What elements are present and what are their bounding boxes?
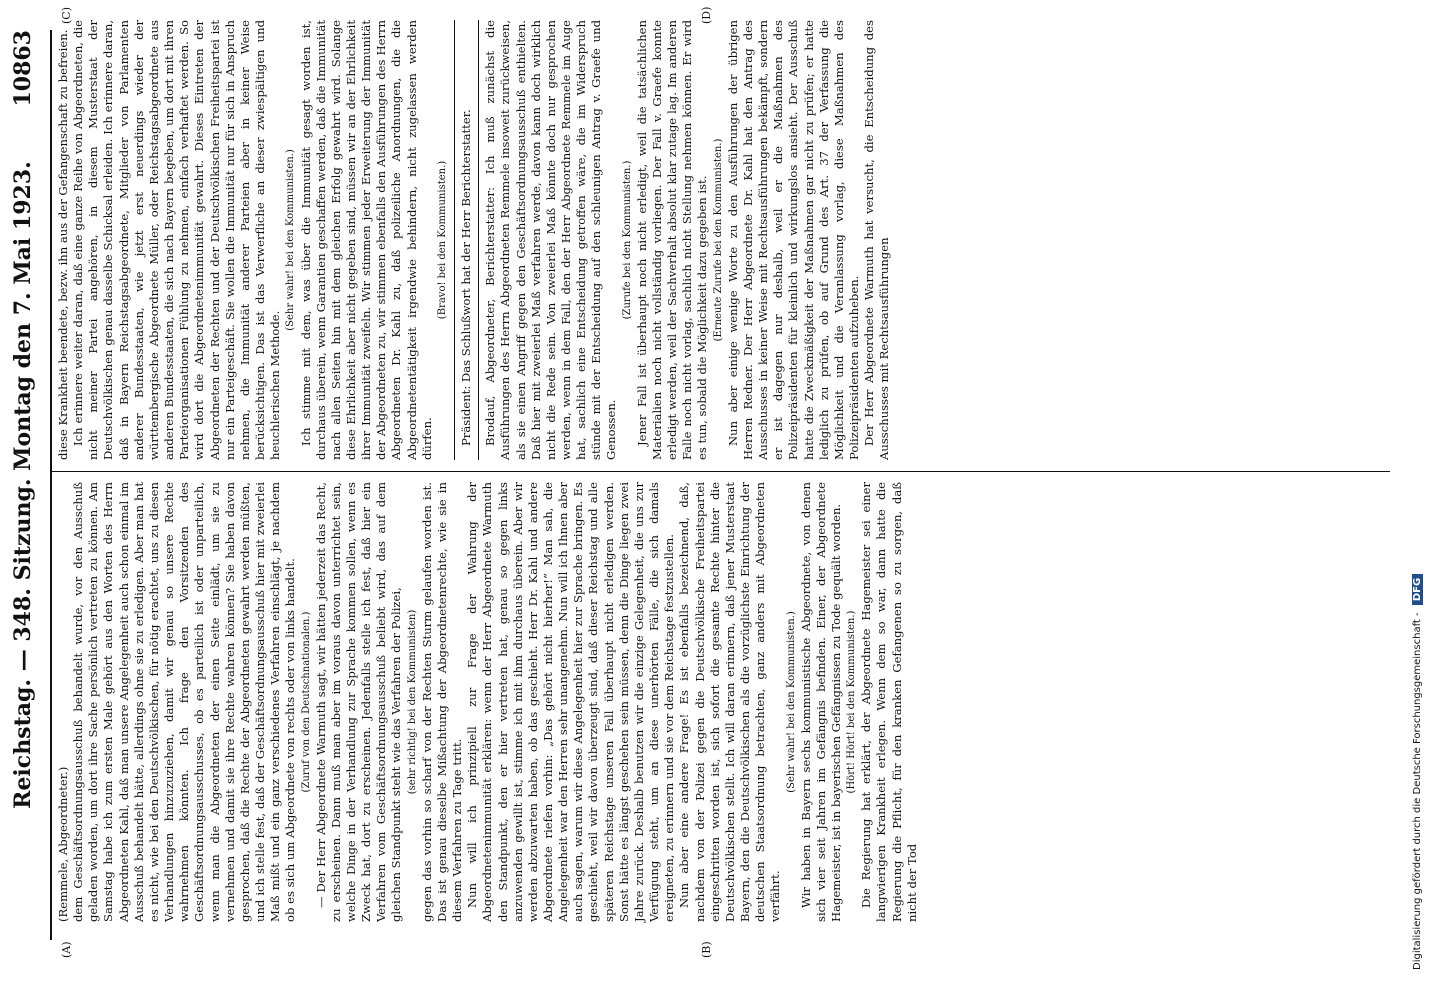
paragraph: Ich stimme mit dem, was über die Immunität gesagt worden ist, durchaus überein, wenn Garantien geschaffen werden, daß die Immunität nach allen Seiten hin mit dem gleichen Erfolg gewahrt wird. Solange diese Ehrlichkeit aber nicht gegeben sind, müssen wir an der Ehrlichkeit ihrer Immunität zweifeln. Wir stimmen jeder Erweiterung der Immunität der Abgeordneten zu, wir stimmen ebenfalls den Ausführungen des Herrn Abgeordneten Dr. Kahl zu, daß polizeiliche Anordnungen, die die Abgeordnetentätigkeit irgendwie behindern, nicht zugelassen werden dürfen. [298,20,434,460]
interjection: (Zurufe bei den Kommunisten.) [621,160,633,320]
paragraph: Nun aber einige wenige Worte zu den Ausführungen der übrigen Herren Redner. Der Herr Abgeordnete Dr. Kahl hat den Antrag des Ausschusses in keiner Weise mit Rechtsausführungen bekämpft, sondern er ist dagegen nur deshalb, weil er die Maßnahmen des Polizeipräsidenten für kleinlich und wirkungslos ansieht. Der Ausschuß hatte die Zweckmäßigkeit der Maßnahmen gar nicht zu prüfen; er hatte lediglich zu prüfen, ob auf Grund des Art. 37 der Verfassung die Möglichkeit und die Veranlassung vorlag, diese Maßnahmen des Polizeipräsidenten aufzuheben. [725,20,861,460]
paragraph: (Remmele, Abgeordneter.) [56,766,70,922]
margin-marker-c: (C) [60,7,73,24]
paragraph: dem Geschäftsordnungsausschuß behandelt wurde, vor den Ausschuß geladen worden, um dort ihre Sache persönlich vertreten zu können. Am Samstag habe ich zum ersten Male gehört aus den Worten des Herrn Abgeordneten Kahl, daß man unsere Angelegenheit auch schon einmal im Ausschuß behandelt hätte, allerdings ohne sie zu erledigen. Aber man hat es nicht, wie bei den Deutschvölkischen, für nötig erachtet, uns zu diesen Verhandlungen hinzuzuziehen, damit wir genau so unsere Rechte wahrnehmen könnten. Ich frage den Vorsitzenden des Geschäftsordnungsausschusses, ob es parteilich ist oder unparteilich, wenn man die Abgeordneten der einen Seite einlädt, um sie zu vernehmen und damit sie ihre Rechte wahren können? Sie haben davon gesprochen, daß die Rechte der Abgeordneten gewahrt werden müßten, und ich stelle fest, daß der Geschäftsordnungsausschuß hier mit zweierlei Maß mißt und ein ganz verschiedenes Verfahren einschlägt, je nachdem ob es sich um Abgeordnete von rechts oder von links handelt. [71,482,298,922]
digitization-text: Digitalisierung gefördert durch die Deutsche Forschungsgemeinschaft - [1412,612,1423,970]
paragraph: — Der Herr Abgeordnete Warmuth sagt, wir hätten jederzeit das Recht, zu erscheinen. Dann muß man aber im voraus davon unterrichtet sein, welche Dinge in der Verhandlung zur Sprache kommen sollen, wenn es Zweck hat, dort zu erscheinen. Jedenfalls stelle ich fest, daß hier ein Verfahren vom Geschäftsordnungsausschuß beliebt wird, das auf dem gleichen Standpunkt steht wie das Verfahren der Polizei, [313,482,404,922]
header-title: Reichstag. — 348. Sitzung. Montag den 7. Mai 1923. [10,161,36,809]
page-header [2,30,46,940]
paragraph: diese Krankheit beendete, bezw. ihn aus der Gefangenschaft zu befreien. [56,29,70,460]
paragraph: gegen das vorhin so scharf von der Rechten Sturm gelaufen worden ist. Das ist genau dieselbe Mißachtung der Abgeordnetenrechte, wie sie in diesem Verfahren zu Tage tritt. [419,482,465,922]
paragraph: Der Herr Abgeordnete Warmuth hat versucht, die Entscheidung des Ausschusses mit Rechtsausführungen [862,20,892,460]
section-rule [478,20,479,460]
digitization-strip [1406,0,1434,1000]
paragraph: Brodauf, Abgeordneter, Berichterstatter: Ich muß zunächst die Ausführungen des Herrn Abgeordneten Remmele insoweit zurückweisen, als sie einen Angriff gegen den Geschäftsordnungsausschuß enthielten. Daß hier mit zweierlei Maß verfahren werde, davon kann doch wirklich nicht die Rede sein. Von zweierlei Maß könnte doch nur gesprochen werden, wenn in dem Fall, den der Herr Abgeordnete Remmele im Auge hat, sachlich eine Entscheidung getroffen wäre, die im Widerspruch stünde mit der Entscheidung auf den schleunigen Antrag v. Graefe und Genossen. [483,20,619,460]
paragraph: Die Regierung hat erklärt, der Abgeordnete Hagemeister sei einer langwierigen Krankheit erlegen. Wenn dem so war, dann hatte die Regierung die Pflicht, für den kranken Gefangenen so zu sorgen, daß nicht der Tod [859,482,919,922]
interjection: (Erneute Zurufe bei den Kommunisten.) [712,138,724,342]
dfg-logo: DFG [1412,574,1423,605]
interjection: (sehr richtig! bei den Kommunisten) [406,609,418,795]
column-divider [52,471,1390,472]
digitization-note [1412,10,1423,970]
paragraph: Wir haben in Bayern sechs kommunistische Abgeordnete, von denen sich vier seit Jahren im Gefängnis befinden. Einer, der Abgeordnete Hagemeister, ist in bayerischen Gefängnissen zu Tode gequält worden. [798,482,843,922]
interjection: (Hört! Hört! bei den Kommunisten.) [846,610,858,794]
margin-marker-d: (D) [700,6,713,24]
margin-marker-b: (B) [700,941,713,958]
page-number: 10863 [10,30,36,107]
interjection: (Zuruf von den Deutschnationalen.) [300,611,312,793]
left-column [56,482,920,922]
interjection: (Sehr wahr! bei den Kommunisten.) [785,611,797,793]
paragraph: Nun will ich prinzipiell zur Frage der Wahrung der Abgeordnetenimmunität erklären: wenn der Herr Abgeordnete Warmuth den Standpunkt, den er hier vertreten hat, genau so gegen links anzuwenden gewillt ist, stimme ich mit ihm durchaus überein. Aber wir werden abzuwarten haben, ob das geschieht. Herr Dr. Kahl und andere Abgeordnete riefen vorhin: „Das gehört nicht hierher!“ Man sah, die Angelegenheit war den Herren sehr unangenehm. Nun will ich Ihnen aber auch sagen, warum wir diese Angelegenheit hier zur Sprache bringen. Es geschieht, weil wir davon überzeugt sind, daß dieser Reichstag und alle späteren Reichstage unseren Fall überhaupt nicht erledigen werden. Sonst hätte es längst geschehen sein müssen, denn die Dinge liegen zwei Jahre zurück. Deshalb benutzen wir die einzige Gelegenheit, die uns zur Verfügung steht, um an diese unerhörten Fälle, die sich damals ereigneten, zu erinnern und sie vor dem Reichstage festzustellen. [465,482,677,922]
section-rule [454,20,455,460]
paragraph: Jener Fall ist überhaupt noch nicht erledigt, weil die tatsächlichen Materialien noch nicht vollständig vorliegen. Der Fall v. Graefe konnte erledigt werden, weil der Sachverhalt absolut klar zutage lag. Im anderen Falle noch nicht vorlag, sachlich nicht Stellung nehmen können. Er wird es tun, sobald die Möglichkeit dazu gegeben ist. [634,20,710,460]
header-rule [50,30,52,940]
interjection: (Sehr wahr! bei den Kommunisten.) [285,149,297,331]
paragraph: Ich erinnere weiter daran, daß eine ganze Reihe von Abgeordneten, die nicht meiner Partei angehören, in diesem Musterstaat der Deutschvölkischen genau dasselbe Schicksal erleiden. Ich erinnere daran, daß in Bayern Reichstagsabgeordnete, Mitglieder von Parlamenten anderer Bundesstaaten, wie jetzt erst neuerdings wieder der württembergische Abgeordnete Müller, oder Reichstagsabgeordnete aus anderen Bundesstaaten, die sich nach Bayern begeben, um dort mit ihren Parteiorganisationen Fühlung zu nehmen, einfach verhaftet werden. So wird dort die Abgeordnetenimmunität gewahrt. Dieses Eintreten der Abgeordneten der Rechten und der Deutschvölkischen Freiheitspartei ist nur ein Parteigeschäft. Sie wollen die Immunität nur für sich in Anspruch nehmen, die Immunität anderer Parteien aber in keiner Weise berücksichtigen. Das ist das Verwerfliche an dieser zwiespältigen und heuchlerischen Methode. [71,20,283,460]
paragraph: Präsident: Das Schlußwort hat der Herr Berichterstatter. [459,109,474,446]
interjection: (Bravo! bei den Kommunisten.) [436,160,448,320]
margin-marker-a: (A) [60,941,73,958]
right-column [56,20,892,460]
paragraph: Nun aber eine andere Frage! Es ist ebenfalls bezeichnend, daß, nachdem von der Polizei gegen die Deutschvölkische Freiheitspartei eingeschritten worden ist, sich sofort die gesamte Rechte hinter die Deutschvölkischen stellt. Ich will daran erinnern, daß jener Musterstaat Bayern, den die Deutschvölkischen als die vorzüglichste Einrichtung der deutschen Staatsordnung betrachten, ganz anders mit Abgeordneten verfährt. [677,482,783,922]
